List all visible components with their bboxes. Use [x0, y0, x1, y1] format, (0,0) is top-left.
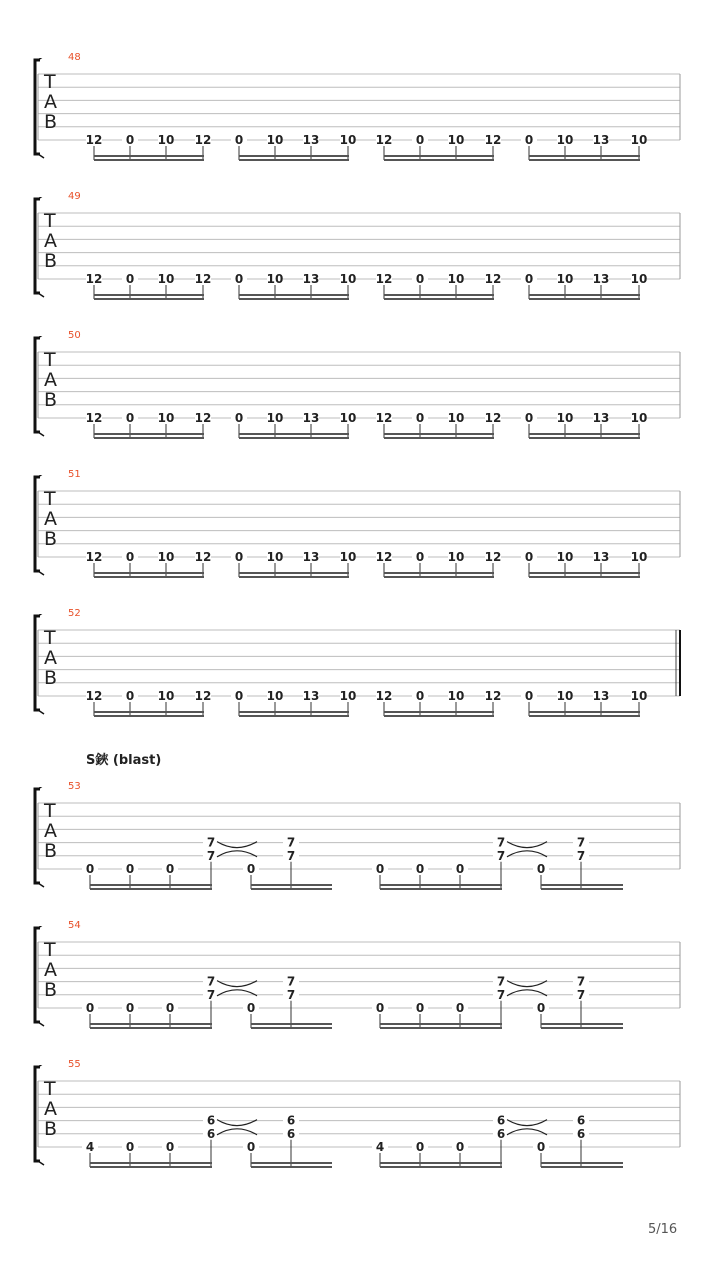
beam	[239, 715, 349, 717]
fret-number: 12	[85, 411, 103, 425]
tab-system	[0, 1065, 720, 1185]
beam	[251, 1166, 332, 1168]
fret-number: 10	[339, 133, 357, 147]
fret-number: 12	[85, 133, 103, 147]
fret-number: 10	[157, 133, 175, 147]
fret-number: 10	[339, 689, 357, 703]
fret-number: 7	[206, 848, 216, 863]
fret-number: 0	[524, 689, 534, 703]
fret-number: 0	[524, 272, 534, 286]
tab-clef-letter: A	[44, 369, 57, 391]
fret-number: 7	[206, 974, 216, 989]
fret-number: 0	[536, 862, 546, 876]
beam	[384, 433, 494, 435]
fret-number: 0	[524, 411, 534, 425]
tab-clef-letter: T	[44, 939, 56, 961]
fret-number: 7	[576, 848, 586, 863]
fret-number: 10	[266, 133, 284, 147]
beam	[541, 884, 623, 886]
beam	[384, 437, 494, 439]
fret-number: 6	[286, 1126, 296, 1141]
fret-number: 10	[447, 411, 465, 425]
beam	[384, 155, 494, 157]
fret-number: 0	[415, 550, 425, 564]
beam	[541, 1162, 623, 1164]
fret-number: 0	[85, 862, 95, 876]
fret-number: 10	[266, 689, 284, 703]
fret-number: 10	[556, 550, 574, 564]
fret-number: 12	[375, 550, 393, 564]
beam	[239, 155, 349, 157]
fret-number: 7	[576, 835, 586, 850]
beam	[239, 711, 349, 713]
beam	[384, 294, 494, 296]
beam	[239, 437, 349, 439]
fret-number: 7	[496, 848, 506, 863]
fret-number: 0	[415, 1140, 425, 1154]
tab-system	[0, 614, 720, 734]
fret-number: 10	[447, 689, 465, 703]
fret-number: 0	[536, 1140, 546, 1154]
fret-number: 10	[630, 272, 648, 286]
fret-number: 6	[576, 1126, 586, 1141]
beam	[529, 298, 640, 300]
beam	[541, 1023, 623, 1025]
fret-number: 0	[455, 862, 465, 876]
beam	[251, 1162, 332, 1164]
measure-number: 48	[68, 52, 81, 63]
fret-number: 0	[246, 862, 256, 876]
fret-number: 13	[302, 689, 320, 703]
beam	[90, 884, 212, 886]
fret-number: 12	[375, 133, 393, 147]
beam	[384, 715, 494, 717]
fret-number: 7	[286, 848, 296, 863]
fret-number: 0	[415, 133, 425, 147]
fret-number: 12	[194, 550, 212, 564]
fret-number: 10	[157, 411, 175, 425]
beam	[239, 572, 349, 574]
fret-number: 0	[125, 862, 135, 876]
fret-number: 10	[556, 689, 574, 703]
tab-clef-letter: B	[44, 250, 58, 272]
beam	[380, 884, 502, 886]
fret-number: 12	[484, 550, 502, 564]
fret-number: 0	[125, 689, 135, 703]
fret-number: 6	[576, 1113, 586, 1128]
tab-clef-letter: A	[44, 91, 57, 113]
fret-number: 10	[157, 550, 175, 564]
beam	[251, 1027, 332, 1029]
fret-number: 12	[375, 689, 393, 703]
tab-system	[0, 336, 720, 456]
beam	[529, 159, 640, 161]
beam	[94, 433, 204, 435]
fret-number: 13	[592, 411, 610, 425]
fret-number: 0	[524, 133, 534, 147]
beam	[90, 888, 212, 890]
tab-system	[0, 58, 720, 178]
tab-clef-letter: T	[44, 210, 56, 232]
fret-number: 12	[484, 411, 502, 425]
tab-system	[0, 787, 720, 907]
fret-number: 10	[630, 550, 648, 564]
fret-number: 6	[496, 1113, 506, 1128]
fret-number: 0	[234, 550, 244, 564]
fret-number: 10	[339, 550, 357, 564]
fret-number: 7	[496, 835, 506, 850]
beam	[239, 298, 349, 300]
fret-number: 13	[592, 272, 610, 286]
beam	[90, 1166, 212, 1168]
fret-number: 10	[556, 133, 574, 147]
fret-number: 0	[455, 1001, 465, 1015]
tab-clef-letter: A	[44, 820, 57, 842]
fret-number: 10	[157, 689, 175, 703]
beam	[529, 433, 640, 435]
fret-number: 0	[165, 1001, 175, 1015]
fret-number: 4	[375, 1140, 385, 1154]
beam	[384, 572, 494, 574]
fret-number: 7	[496, 987, 506, 1002]
tab-clef-letter: T	[44, 488, 56, 510]
fret-number: 7	[576, 974, 586, 989]
beam	[251, 884, 332, 886]
beam	[541, 888, 623, 890]
fret-number: 10	[556, 272, 574, 286]
fret-number: 12	[375, 272, 393, 286]
fret-number: 13	[592, 689, 610, 703]
tab-clef-letter: B	[44, 979, 58, 1001]
fret-number: 10	[447, 550, 465, 564]
beam	[529, 437, 640, 439]
beam	[541, 1027, 623, 1029]
tab-clef-letter: A	[44, 647, 57, 669]
fret-number: 0	[165, 862, 175, 876]
fret-number: 13	[592, 550, 610, 564]
fret-number: 10	[556, 411, 574, 425]
fret-number: 12	[85, 550, 103, 564]
measure-number: 55	[68, 1059, 81, 1070]
tab-clef-letter: T	[44, 1078, 56, 1100]
beam	[94, 437, 204, 439]
measure-number: 50	[68, 330, 81, 341]
measure-number: 53	[68, 781, 81, 792]
fret-number: 13	[302, 550, 320, 564]
fret-number: 12	[85, 689, 103, 703]
tab-clef-letter: T	[44, 349, 56, 371]
fret-number: 12	[85, 272, 103, 286]
fret-number: 10	[339, 272, 357, 286]
fret-number: 0	[125, 411, 135, 425]
fret-number: 4	[85, 1140, 95, 1154]
fret-number: 12	[484, 689, 502, 703]
fret-number: 0	[524, 550, 534, 564]
fret-number: 10	[630, 133, 648, 147]
measure-number: 52	[68, 608, 81, 619]
beam	[94, 155, 204, 157]
beam	[239, 433, 349, 435]
tab-system	[0, 197, 720, 317]
page-number: 5/16	[648, 1222, 678, 1237]
fret-number: 6	[286, 1113, 296, 1128]
fret-number: 10	[447, 272, 465, 286]
fret-number: 6	[496, 1126, 506, 1141]
measure-number: 49	[68, 191, 81, 202]
fret-number: 12	[375, 411, 393, 425]
fret-number: 0	[415, 411, 425, 425]
tab-system	[0, 475, 720, 595]
beam	[529, 711, 640, 713]
tab-clef-letter: A	[44, 508, 57, 530]
beam	[94, 298, 204, 300]
beam	[529, 155, 640, 157]
beam	[541, 1166, 623, 1168]
fret-number: 0	[415, 862, 425, 876]
beam	[90, 1162, 212, 1164]
beam	[384, 576, 494, 578]
tab-system	[0, 926, 720, 1046]
fret-number: 0	[455, 1140, 465, 1154]
tab-clef-letter: B	[44, 667, 58, 689]
fret-number: 13	[302, 133, 320, 147]
fret-number: 0	[375, 862, 385, 876]
beam	[380, 1162, 502, 1164]
fret-number: 0	[246, 1001, 256, 1015]
fret-number: 0	[125, 272, 135, 286]
fret-number: 0	[536, 1001, 546, 1015]
fret-number: 7	[576, 987, 586, 1002]
beam	[90, 1023, 212, 1025]
beam	[94, 294, 204, 296]
fret-number: 0	[125, 1001, 135, 1015]
beam	[380, 1023, 502, 1025]
fret-number: 0	[246, 1140, 256, 1154]
beam	[94, 576, 204, 578]
fret-number: 0	[415, 689, 425, 703]
tab-clef-letter: B	[44, 840, 58, 862]
measure-number: 51	[68, 469, 81, 480]
fret-number: 0	[125, 133, 135, 147]
fret-number: 0	[375, 1001, 385, 1015]
fret-number: 10	[266, 411, 284, 425]
fret-number: 0	[125, 550, 135, 564]
beam	[251, 1023, 332, 1025]
fret-number: 0	[234, 272, 244, 286]
fret-number: 7	[286, 835, 296, 850]
beam	[384, 711, 494, 713]
beam	[384, 159, 494, 161]
beam	[239, 576, 349, 578]
beam	[239, 294, 349, 296]
fret-number: 7	[496, 974, 506, 989]
beam	[94, 711, 204, 713]
fret-number: 0	[415, 272, 425, 286]
section-label: S鋏 (blast)	[86, 753, 162, 768]
fret-number: 0	[234, 689, 244, 703]
fret-number: 10	[157, 272, 175, 286]
fret-number: 12	[194, 133, 212, 147]
fret-number: 6	[206, 1126, 216, 1141]
fret-number: 12	[484, 133, 502, 147]
fret-number: 0	[125, 1140, 135, 1154]
tab-clef-letter: B	[44, 389, 58, 411]
beam	[529, 715, 640, 717]
fret-number: 12	[194, 272, 212, 286]
beam	[380, 888, 502, 890]
beam	[90, 1027, 212, 1029]
tab-clef-letter: A	[44, 959, 57, 981]
fret-number: 12	[194, 689, 212, 703]
tab-clef-letter: B	[44, 1118, 58, 1140]
fret-number: 12	[194, 411, 212, 425]
fret-number: 10	[630, 689, 648, 703]
fret-number: 0	[85, 1001, 95, 1015]
beam	[529, 294, 640, 296]
fret-number: 0	[415, 1001, 425, 1015]
fret-number: 0	[234, 133, 244, 147]
beam	[529, 576, 640, 578]
tab-clef-letter: T	[44, 71, 56, 93]
tab-clef-letter: A	[44, 1098, 57, 1120]
beam	[380, 1166, 502, 1168]
beam	[384, 298, 494, 300]
beam	[239, 159, 349, 161]
fret-number: 6	[206, 1113, 216, 1128]
fret-number: 0	[234, 411, 244, 425]
fret-number: 7	[286, 987, 296, 1002]
fret-number: 13	[302, 272, 320, 286]
tab-clef-letter: A	[44, 230, 57, 252]
fret-number: 7	[206, 835, 216, 850]
fret-number: 12	[484, 272, 502, 286]
beam	[94, 572, 204, 574]
fret-number: 13	[592, 133, 610, 147]
fret-number: 0	[165, 1140, 175, 1154]
fret-number: 13	[302, 411, 320, 425]
beam	[94, 715, 204, 717]
tab-clef-letter: T	[44, 627, 56, 649]
beam	[94, 159, 204, 161]
fret-number: 10	[447, 133, 465, 147]
beam	[251, 888, 332, 890]
fret-number: 10	[339, 411, 357, 425]
tab-clef-letter: B	[44, 111, 58, 133]
fret-number: 7	[206, 987, 216, 1002]
fret-number: 7	[286, 974, 296, 989]
tab-clef-letter: B	[44, 528, 58, 550]
beam	[529, 572, 640, 574]
beam	[380, 1027, 502, 1029]
measure-number: 54	[68, 920, 81, 931]
fret-number: 10	[266, 550, 284, 564]
fret-number: 10	[630, 411, 648, 425]
tab-clef-letter: T	[44, 800, 56, 822]
fret-number: 10	[266, 272, 284, 286]
